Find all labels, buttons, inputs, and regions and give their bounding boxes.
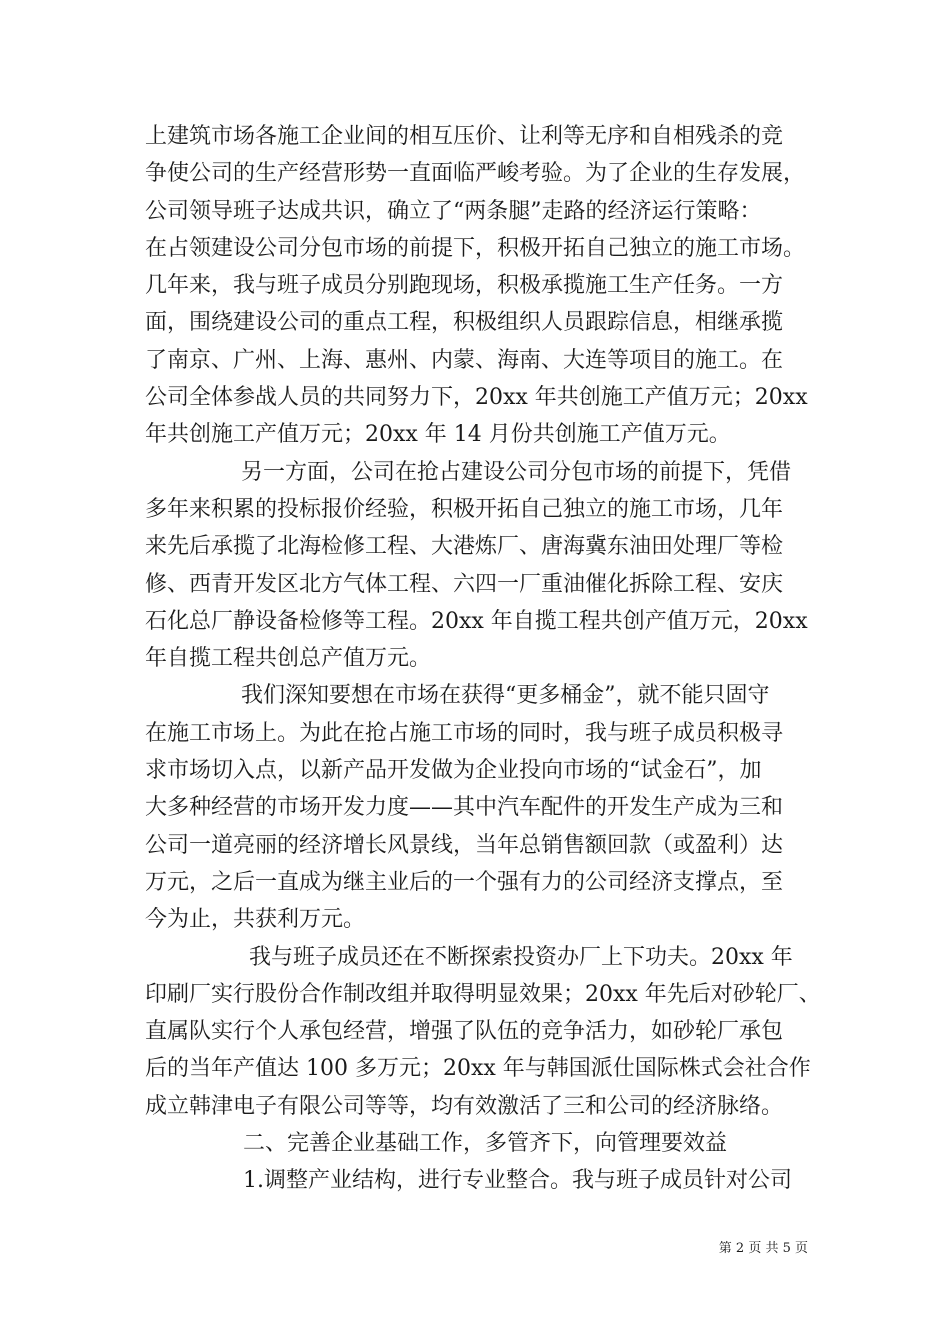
text-line: 公司一道亮丽的经济增长风景线，当年总销售额回款（或盈利）达 <box>145 832 784 858</box>
text-line: 万元，之后一直成为继主业后的一个强有力的公司经济支撑点，至 <box>145 869 784 895</box>
text-line: 印刷厂实行股份合作制改组并取得明显效果；20xx 年先后对砂轮厂、 <box>145 981 821 1007</box>
body-text <box>145 118 821 1200</box>
text-line: 大多种经营的市场开发力度——其中汽车配件的开发生产成为三和 <box>145 795 784 821</box>
text-line: 石化总厂静设备检修等工程。20xx 年自揽工程共创产值万元，20xx <box>145 608 808 634</box>
text-line: 求市场切入点，以新产品开发做为企业投向市场的“试金石”，加 <box>145 758 762 784</box>
text-line: 多年来积累的投标报价经验，积极开拓自己独立的施工市场，几年 <box>145 496 784 522</box>
section-heading: 二、完善企业基础工作，多管齐下，向管理要效益 <box>243 1131 728 1157</box>
text-line: 来先后承揽了北海检修工程、大港炼厂、唐海冀东油田处理厂等检 <box>145 534 784 560</box>
text-line: 修、西青开发区北方气体工程、六四一厂重油催化拆除工程、安庆 <box>145 571 784 597</box>
text-line: 今为止，共获利万元。 <box>145 907 366 933</box>
page-number-footer: 第 2 页 共 5 页 <box>718 1241 808 1256</box>
paragraph-start-line: 另一方面，公司在抢占建设公司分包市场的前提下，凭借 <box>241 459 792 485</box>
paragraph-start-line: 我与班子成员还在不断探索投资办厂上下功夫。20xx 年 <box>249 944 793 970</box>
text-line: 在施工市场上。为此在抢占施工市场的同时，我与班子成员积极寻 <box>145 720 784 746</box>
text-line: 面，围绕建设公司的重点工程，积极组织人员跟踪信息，相继承揽 <box>145 310 784 336</box>
text-line: 公司领导班子达成共识，确立了“两条腿”走路的经济运行策略： <box>145 198 762 224</box>
text-line: 年自揽工程共创总产值万元。 <box>145 646 432 672</box>
text-line: 争使公司的生产经营形势一直面临严峻考验。为了企业的生存发展， <box>145 161 806 187</box>
text-line: 几年来，我与班子成员分别跑现场，积极承揽施工生产任务。一方 <box>145 273 784 299</box>
text-line: 后的当年产值达 100 多万元；20xx 年与韩国派仕国际株式会社合作 <box>145 1056 811 1082</box>
text-line: 直属队实行个人承包经营，增强了队伍的竞争活力，如砂轮厂承包 <box>145 1019 784 1045</box>
text-line: 公司全体参战人员的共同努力下，20xx 年共创施工产值万元；20xx <box>145 385 808 411</box>
text-line: 成立韩津电子有限公司等等，均有效激活了三和公司的经济脉络。 <box>145 1093 784 1119</box>
paragraph-start-line: 我们深知要想在市场在获得“更多桶金”，就不能只固守 <box>241 683 770 709</box>
text-line: 年共创施工产值万元；20xx 年 14 月份共创施工产值万元。 <box>145 422 731 448</box>
paragraph-start-line: 1.调整产业结构，进行专业整合。我与班子成员针对公司 <box>243 1168 792 1194</box>
text-line: 了南京、广州、上海、惠州、内蒙、海南、大连等项目的施工。在 <box>145 347 784 373</box>
text-line: 在占领建设公司分包市场的前提下，积极开拓自己独立的施工市场。 <box>145 235 806 261</box>
text-line: 上建筑市场各施工企业间的相互压价、让利等无序和自相残杀的竞 <box>145 124 784 149</box>
